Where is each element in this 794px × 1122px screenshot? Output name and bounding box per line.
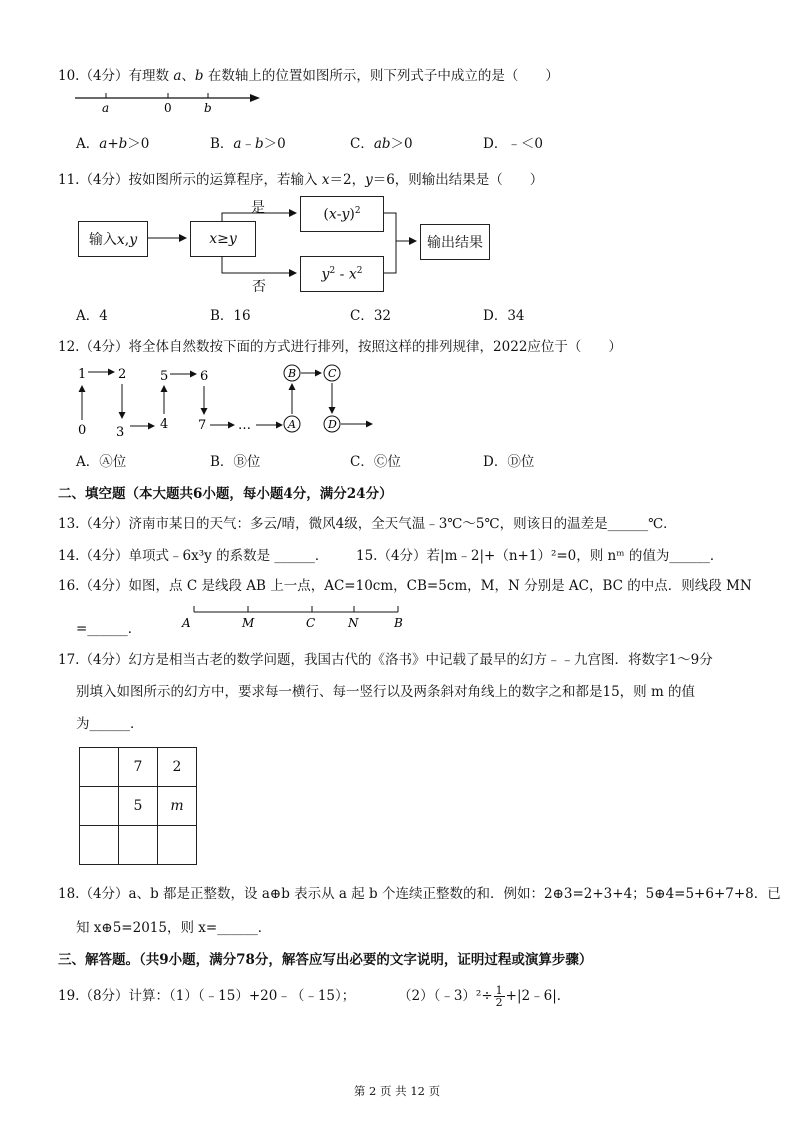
q18-line1: 18.（4分）a、b 都是正整数，设 a⊕b 表示从 a 起 b 个连续正整数的和．例如：2⊕3=2+3+4；5⊕4=5+6+7+8．已	[58, 886, 781, 902]
q11-flow-arrows	[0, 0, 794, 320]
q12-option-a: A．Ⓐ位	[76, 454, 127, 470]
q13: 13.（4分）济南市某日的天气：多云/晴，微风4级，全天气温﹣3℃～5℃，则该日的温差是______℃．	[58, 516, 677, 532]
q11-input-box: 输入x,y	[78, 221, 148, 257]
point-a: A	[182, 616, 191, 630]
num-1: 1	[78, 367, 87, 382]
q12-sequence-diagram	[60, 356, 390, 446]
num-0: 0	[78, 423, 87, 438]
q11-no-label: 否	[252, 279, 266, 295]
q17-line2: 别填入如图所示的幻方中，要求每一横行、每一竖行以及两条斜对角线上的数字之和都是15，则 m 的值	[76, 684, 696, 700]
q19-part1: 19.（8分）计算：（1）（﹣15）+20﹣（﹣15）；	[58, 988, 356, 1004]
q10-option-d: D．﹣＜0	[483, 136, 543, 152]
num-7: 7	[198, 418, 207, 433]
point-m: M	[242, 616, 255, 630]
svg-text:D: D	[328, 418, 337, 431]
q11-condition-box: x ≥ y	[190, 221, 256, 257]
q14: 14.（4分）单项式﹣6x³y 的系数是 ______．	[58, 548, 329, 564]
q16-line1: 16.（4分）如图，点 C 是线段 AB 上一点，AC=10cm，CB=5cm，M，N 分别是 AC，BC 的中点．则线段 MN	[58, 578, 752, 594]
q12-stem: 12.（4分）将全体自然数按下面的方式进行排列，按照这样的排列规律，2022应位于（ ）	[58, 339, 622, 355]
svg-text:A: A	[288, 418, 296, 431]
ellipsis: …	[238, 418, 251, 433]
q16-line2: =______．	[76, 621, 142, 637]
section-2-heading: 二、填空题（本大题共6小题，每小题4分，满分24分）	[58, 486, 393, 502]
page-footer: 第 2 页 共 12 页	[353, 1084, 441, 1098]
q17-line3: 为______．	[76, 716, 144, 732]
q16-segment-diagram	[176, 602, 416, 632]
svg-text:C: C	[328, 367, 337, 380]
svg-text:B: B	[288, 367, 297, 380]
q15: 15.（4分）若|m﹣2|+（n+1）²=0，则 nᵐ 的值为______．	[356, 548, 724, 564]
q11-no-box: $y^2 - x^2$	[300, 256, 384, 292]
label-0: 0	[164, 101, 172, 115]
q10-stem: 10.（4分）有理数 a、b 在数轴上的位置如图所示，则下列式子中成立的是（ ）	[58, 68, 559, 84]
point-b: B	[394, 616, 403, 630]
num-6: 6	[200, 369, 209, 384]
q11-yes-label: 是	[251, 200, 265, 216]
q12-option-c: C．Ⓒ位	[350, 454, 401, 470]
q11-yes-box: $(x-y)^2$	[300, 196, 384, 232]
q11-option-b: B．16	[210, 308, 251, 324]
num-3: 3	[116, 425, 125, 440]
q11-option-a: A．4	[76, 308, 108, 324]
q11-output-box: 输出结果	[420, 224, 490, 260]
section-3-heading: 三、解答题。（共9小题，满分78分，解答应写出必要的文字说明，证明过程或演算步骤）	[58, 952, 593, 968]
num-2: 2	[118, 367, 127, 382]
num-5: 5	[160, 369, 169, 384]
q12-option-b: B．Ⓑ位	[210, 454, 261, 470]
q11-option-c: C．32	[350, 308, 392, 324]
num-4: 4	[160, 417, 169, 432]
q19-part2: （2）（﹣3）²÷ $\frac{1}{2}$ +|2﹣6|．	[398, 984, 571, 1009]
point-c: C	[306, 616, 316, 630]
label-a: a	[102, 101, 110, 115]
q11-option-d: D．34	[483, 308, 525, 324]
q18-line2: 知 x⊕5=2015，则 x=______．	[76, 920, 272, 936]
q10-option-a: A．a+b＞0	[76, 136, 150, 152]
q11-stem: 11.（4分）按如图所示的运算程序，若输入 x＝2，y＝6，则输出结果是（ ）	[58, 172, 544, 188]
point-n: N	[348, 616, 359, 630]
q10-option-c: C．ab＞0	[350, 136, 413, 152]
q12-option-d: D．Ⓓ位	[483, 454, 535, 470]
q10-option-b: B．a﹣b＞0	[210, 136, 286, 152]
q17-line1: 17.（4分）幻方是相当古老的数学问题，我国古代的《洛书》中记载了最早的幻方﹣﹣九宫图．将数字1～9分	[58, 652, 713, 668]
label-b: b	[204, 101, 212, 115]
magic-square: 7 2 5 m	[79, 747, 197, 865]
